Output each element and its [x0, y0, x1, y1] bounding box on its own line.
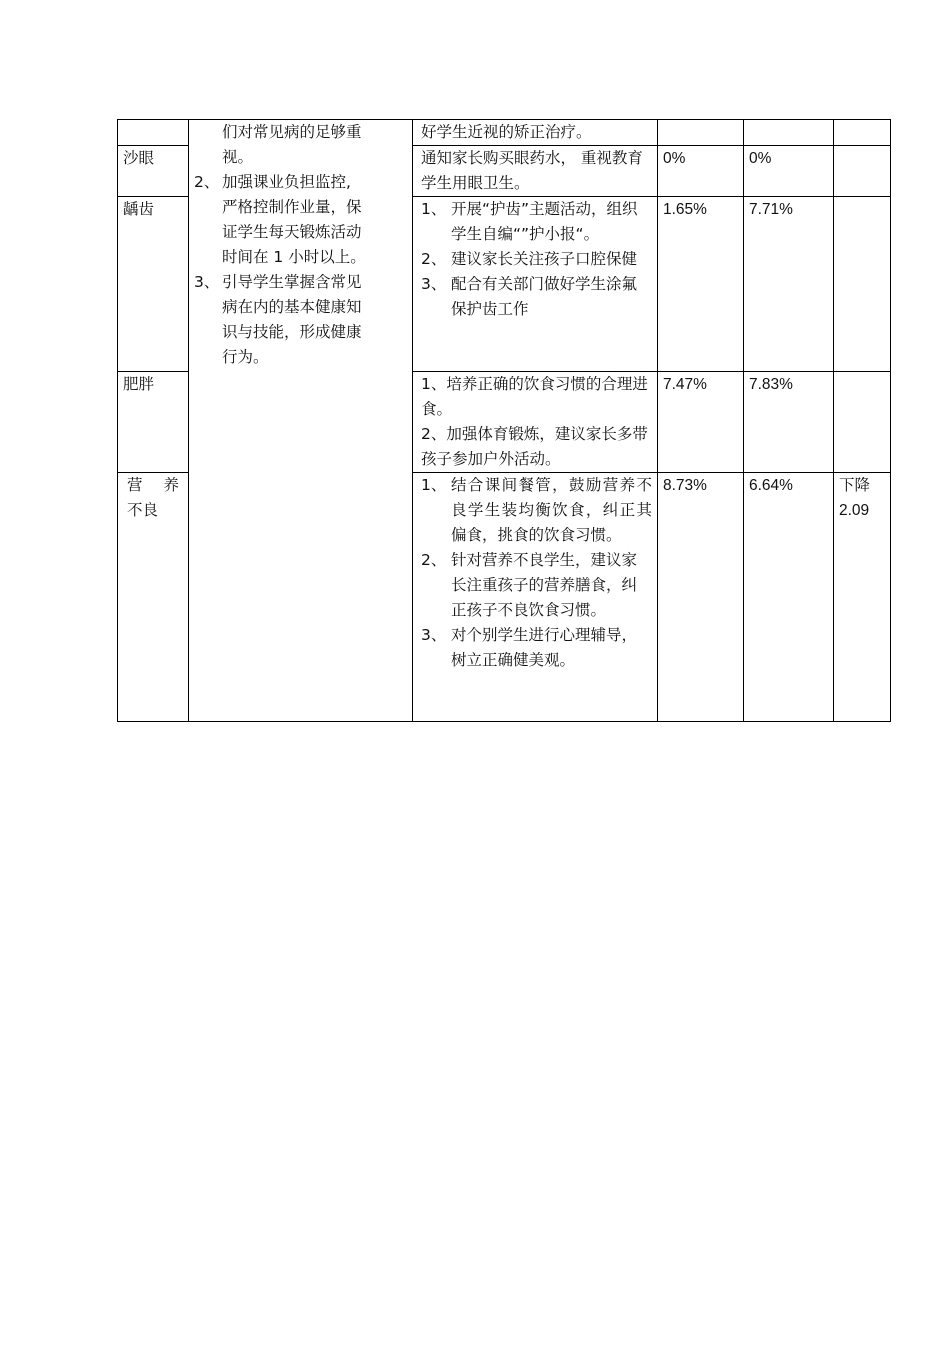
- measures-cell: [413, 473, 658, 722]
- table-row: [118, 120, 891, 146]
- change-cell: [834, 372, 891, 473]
- measure-item-number: 3、: [421, 626, 447, 644]
- rate-before-cell: 8.73%: [658, 473, 744, 722]
- rate-before-cell: 0%: [658, 146, 744, 197]
- measure-item-number: 2、: [421, 551, 447, 569]
- measure-item-number: 3、: [421, 275, 447, 293]
- strategy-item-line: 行为。: [222, 348, 269, 366]
- disease-name-char: 营: [127, 476, 143, 494]
- strategy-item-line: 严格控制作业量，保: [222, 198, 362, 216]
- measure-item-text: 建议家长关注孩子口腔保健: [451, 250, 638, 268]
- disease-name-cell: [118, 473, 189, 722]
- measure-item: [421, 473, 652, 548]
- measure-item: 2、加强体育锻炼，建议家长多带孩子参加户外活动。: [421, 425, 648, 468]
- change-cell: [834, 473, 891, 722]
- measure-item-number: 2、: [421, 250, 447, 268]
- strategy-item-line: 识与技能，形成健康: [222, 323, 362, 341]
- measure-item: [421, 272, 652, 322]
- measure-item-number: 1、: [421, 200, 447, 218]
- measure-item: [421, 197, 652, 247]
- measure-item-text: 对个别学生进行心理辅导，树立正确健美观。: [451, 626, 638, 669]
- measure-item: [421, 548, 652, 623]
- change-cell: [834, 146, 891, 197]
- strategy-item: [194, 170, 407, 270]
- rate-after-cell: [744, 120, 834, 146]
- strategy-cell: [189, 120, 413, 722]
- strategy-item-text: [222, 270, 407, 370]
- rate-after-cell: 7.83%: [744, 372, 834, 473]
- disease-name-cell: 肥胖: [118, 372, 189, 473]
- change-value: 2.09: [839, 502, 870, 519]
- health-table: [117, 119, 891, 722]
- strategy-item-text: [222, 170, 407, 270]
- strategy-item-number: 3、: [194, 273, 220, 291]
- disease-name-cell: 龋齿: [118, 197, 189, 372]
- measure-item: [421, 623, 652, 673]
- disease-name-cell: [118, 120, 189, 146]
- strategy-item-line: 证学生每天锻炼活动: [222, 223, 362, 241]
- measure-item-text: 开展“护齿”主题活动，组织学生自编“”护小报“。: [451, 200, 638, 243]
- strategy-item-line: 引导学生掌握含常见: [222, 273, 362, 291]
- measures-cell: 好学生近视的矫正治疗。: [413, 120, 658, 146]
- change-cell: [834, 120, 891, 146]
- measure-item-number: 1、: [421, 476, 447, 494]
- measure-item-text: 针对营养不良学生，建议家长注重孩子的营养膳食，纠正孩子不良饮食习惯。: [451, 551, 638, 619]
- disease-name-line: [123, 473, 183, 498]
- rate-before-cell: [658, 120, 744, 146]
- strategy-item-number: 2、: [194, 173, 220, 191]
- measure-item-text: 结合课间餐管，鼓励营养不良学生装均衡饮食，纠正其偏食，挑食的饮食习惯。: [451, 476, 652, 544]
- strategy-line: 们对常见病的足够重: [222, 123, 362, 141]
- strategy-item-line: 加强课业负担监控,: [222, 173, 351, 191]
- rate-before-cell: 1.65%: [658, 197, 744, 372]
- rate-after-cell: 7.71%: [744, 197, 834, 372]
- disease-name-cell: 沙眼: [118, 146, 189, 197]
- change-label: 下降: [839, 476, 871, 494]
- disease-name-char: 养: [163, 476, 179, 494]
- rate-before-cell: 7.47%: [658, 372, 744, 473]
- rate-after-cell: 0%: [744, 146, 834, 197]
- strategy-item-line: 时间在 1 小时以上。: [222, 248, 366, 266]
- disease-name-line: 不良: [127, 501, 159, 519]
- measure-item-text: 配合有关部门做好学生涂氟保护齿工作: [451, 275, 638, 318]
- strategy-item-line: 病在内的基本健康知: [222, 298, 362, 316]
- measure-item: 1、培养正确的饮食习惯的合理进食。: [421, 375, 648, 418]
- strategy-item: [194, 270, 407, 370]
- change-cell: [834, 197, 891, 372]
- measures-cell: 通知家长购买眼药水， 重视教育学生用眼卫生。: [413, 146, 658, 197]
- strategy-line: 视。: [222, 148, 254, 166]
- rate-after-cell: 6.64%: [744, 473, 834, 722]
- measures-cell: [413, 197, 658, 372]
- measure-item: [421, 247, 652, 272]
- measures-cell: [413, 372, 658, 473]
